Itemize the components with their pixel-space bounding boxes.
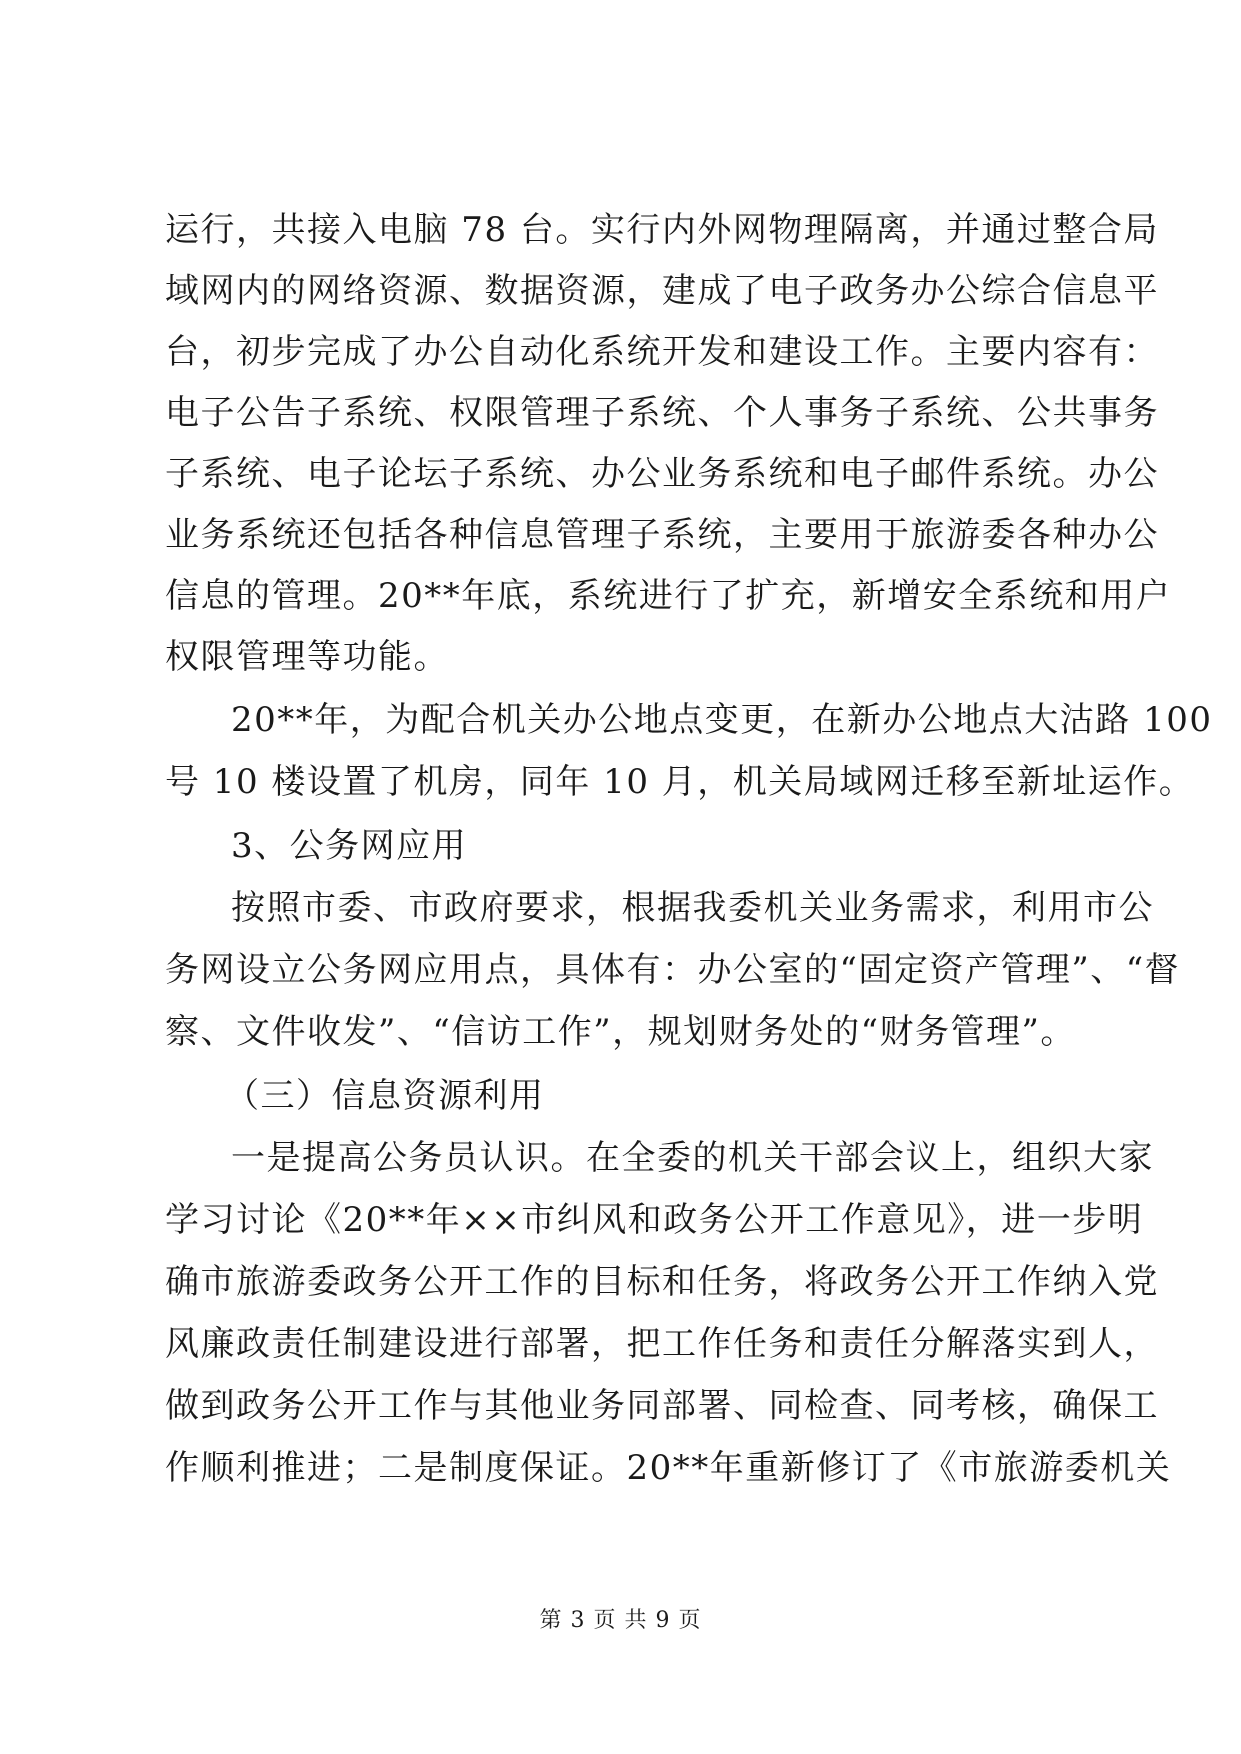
- body-line-16: 一是提高公务员认识。在全委的机关干部会议上，组织大家: [231, 1138, 1154, 1178]
- body-line-5: 子系统、电子论坛子系统、办公业务系统和电子邮件系统。办公: [165, 454, 1159, 494]
- body-line-21: 作顺利推进；二是制度保证。20**年重新修订了《市旅游委机关: [165, 1448, 1172, 1488]
- body-line-7: 信息的管理。20**年底，系统进行了扩充，新增安全系统和用户: [165, 576, 1172, 616]
- body-line-8: 权限管理等功能。: [165, 637, 449, 677]
- body-line-4: 电子公告子系统、权限管理子系统、个人事务子系统、公共事务: [165, 393, 1159, 433]
- body-line-6: 业务系统还包括各种信息管理子系统，主要用于旅游委各种办公: [165, 515, 1159, 555]
- section-heading-three: （三）信息资源利用: [225, 1076, 545, 1116]
- body-line-14: 察、文件收发”、“信访工作”，规划财务处的“财务管理”。: [165, 1012, 1076, 1052]
- body-line-1: 运行，共接入电脑 78 台。实行内外网物理隔离，并通过整合局: [165, 210, 1159, 250]
- body-line-12: 按照市委、市政府要求，根据我委机关业务需求，利用市公: [231, 888, 1154, 928]
- body-line-18: 确市旅游委政务公开工作的目标和任务，将政务公开工作纳入党: [165, 1262, 1159, 1302]
- body-line-20: 做到政务公开工作与其他业务同部署、同检查、同考核，确保工: [165, 1386, 1159, 1426]
- section-heading-3: 3、公务网应用: [231, 826, 468, 866]
- body-line-13: 务网设立公务网应用点，具体有：办公室的“固定资产管理”、“督: [165, 950, 1181, 990]
- body-line-9: 20**年，为配合机关办公地点变更，在新办公地点大沽路 100: [231, 700, 1213, 740]
- body-line-2: 域网内的网络资源、数据资源，建成了电子政务办公综合信息平: [165, 271, 1159, 311]
- body-line-19: 风廉政责任制建设进行部署，把工作任务和责任分解落实到人，: [165, 1324, 1159, 1364]
- body-line-10: 号 10 楼设置了机房，同年 10 月，机关局域网迁移至新址运作。: [165, 762, 1195, 802]
- body-line-17: 学习讨论《20**年××市纠风和政务公开工作意见》，进一步明: [165, 1200, 1144, 1240]
- page-footer: 第 3 页 共 9 页: [539, 1608, 702, 1633]
- body-line-3: 台，初步完成了办公自动化系统开发和建设工作。主要内容有：: [165, 332, 1159, 372]
